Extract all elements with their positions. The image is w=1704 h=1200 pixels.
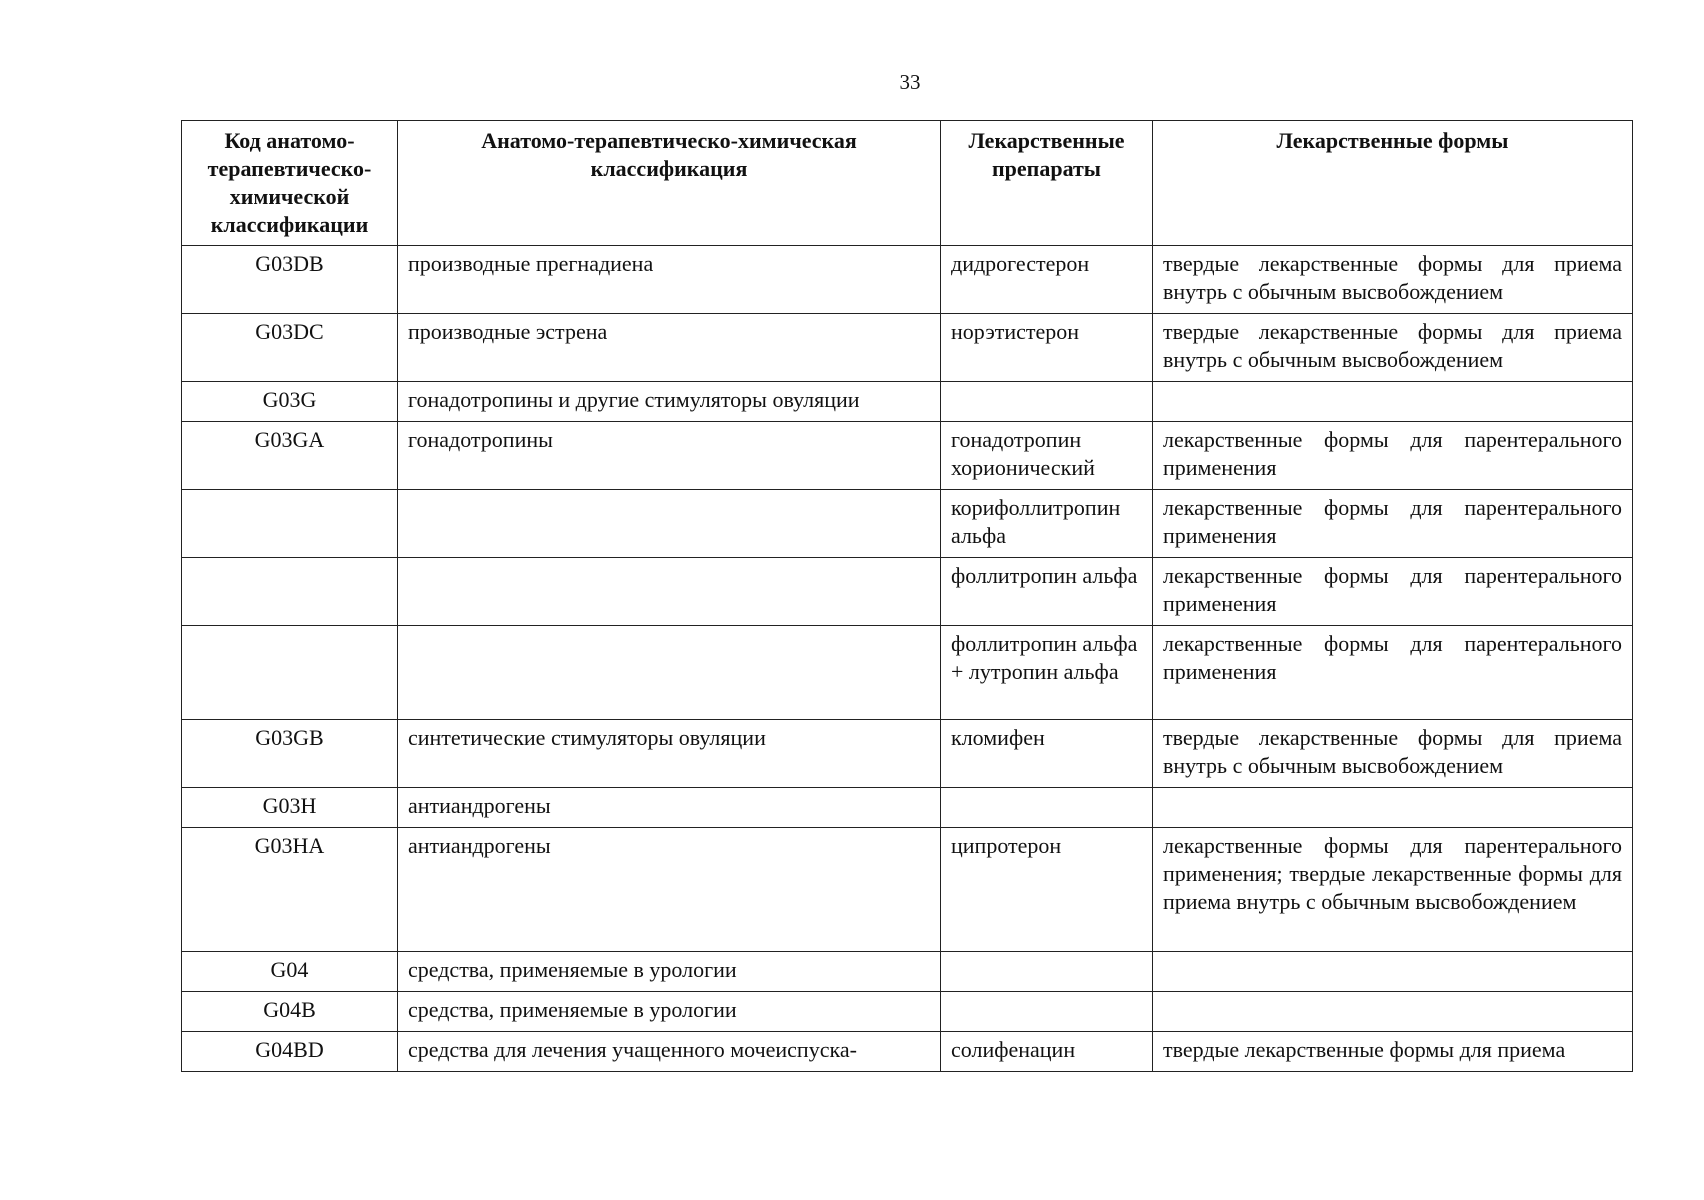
cell-form: лекарственные формы для парентерального применения: [1153, 490, 1633, 558]
table-row: [182, 1032, 1633, 1072]
cell-classification: антиандрогены: [398, 828, 941, 952]
cell-code: [182, 626, 398, 720]
cell-form: твердые лекарственные формы для приема внутрь с обычным высвобождением: [1153, 314, 1633, 382]
cell-classification: [398, 626, 941, 720]
table-row: [182, 246, 1633, 314]
cell-form: [1153, 382, 1633, 422]
cell-form: лекарственные формы для парентерального применения: [1153, 626, 1633, 720]
cell-drug: [941, 788, 1153, 828]
cell-drug: солифенацин: [941, 1032, 1153, 1072]
cell-classification: средства, применяемые в урологии: [398, 952, 941, 992]
cell-form: [1153, 952, 1633, 992]
cell-classification: средства, применяемые в урологии: [398, 992, 941, 1032]
header-classification: Анатомо-терапевтическо-химическая классификация: [398, 121, 941, 246]
cell-code: G04BD: [182, 1032, 398, 1072]
cell-drug: [941, 382, 1153, 422]
table-row: [182, 626, 1633, 720]
table-row: [182, 314, 1633, 382]
cell-code: G03H: [182, 788, 398, 828]
cell-form: лекарственные формы для парентерального применения: [1153, 558, 1633, 626]
cell-drug: фоллитропин альфа: [941, 558, 1153, 626]
cell-code: G03GA: [182, 422, 398, 490]
cell-code: G03G: [182, 382, 398, 422]
cell-form: лекарственные формы для парентерального применения; твердые лекарственные формы для приема внутрь с обычным высвобождением: [1153, 828, 1633, 952]
cell-classification: гонадотропины и другие стимуляторы овуляции: [398, 382, 941, 422]
table-row: [182, 422, 1633, 490]
table-header-row: [182, 121, 1633, 246]
atc-drug-table: [181, 120, 1633, 1072]
cell-drug: корифоллитропин альфа: [941, 490, 1153, 558]
header-code: Код анатомо-терапевтическо-химической классификации: [182, 121, 398, 246]
cell-classification: [398, 558, 941, 626]
table-row: [182, 490, 1633, 558]
cell-drug: дидрогестерон: [941, 246, 1153, 314]
cell-drug: [941, 952, 1153, 992]
cell-form: лекарственные формы для парентерального применения: [1153, 422, 1633, 490]
cell-form: [1153, 788, 1633, 828]
cell-code: G03DC: [182, 314, 398, 382]
cell-classification: средства для лечения учащенного мочеиспуска-: [398, 1032, 941, 1072]
cell-drug: ципротерон: [941, 828, 1153, 952]
cell-code: [182, 558, 398, 626]
cell-code: G04B: [182, 992, 398, 1032]
table-row: [182, 720, 1633, 788]
cell-drug: фоллитропин альфа + лутропин альфа: [941, 626, 1153, 720]
page-number: 33: [899, 70, 921, 94]
cell-classification: гонадотропины: [398, 422, 941, 490]
cell-form: твердые лекарственные формы для приема внутрь с обычным высвобождением: [1153, 246, 1633, 314]
table-row: [182, 788, 1633, 828]
cell-classification: синтетические стимуляторы овуляции: [398, 720, 941, 788]
cell-code: G03GB: [182, 720, 398, 788]
cell-code: G04: [182, 952, 398, 992]
cell-classification: [398, 490, 941, 558]
cell-classification: производные прегнадиена: [398, 246, 941, 314]
cell-code: G03DB: [182, 246, 398, 314]
cell-form: [1153, 992, 1633, 1032]
header-forms: Лекарственные формы: [1153, 121, 1633, 246]
cell-form: твердые лекарственные формы для приема внутрь с обычным высвобождением: [1153, 720, 1633, 788]
header-drugs: Лекарственные препараты: [941, 121, 1153, 246]
cell-drug: гонадотропин хорионический: [941, 422, 1153, 490]
cell-classification: производные эстрена: [398, 314, 941, 382]
table-row: [182, 828, 1633, 952]
table-row: [182, 992, 1633, 1032]
table-row: [182, 558, 1633, 626]
cell-drug: кломифен: [941, 720, 1153, 788]
cell-code: [182, 490, 398, 558]
cell-drug: норэтистерон: [941, 314, 1153, 382]
table-row: [182, 382, 1633, 422]
cell-classification: антиандрогены: [398, 788, 941, 828]
cell-drug: [941, 992, 1153, 1032]
cell-code: G03HA: [182, 828, 398, 952]
cell-form: твердые лекарственные формы для приема: [1153, 1032, 1633, 1072]
table-row: [182, 952, 1633, 992]
